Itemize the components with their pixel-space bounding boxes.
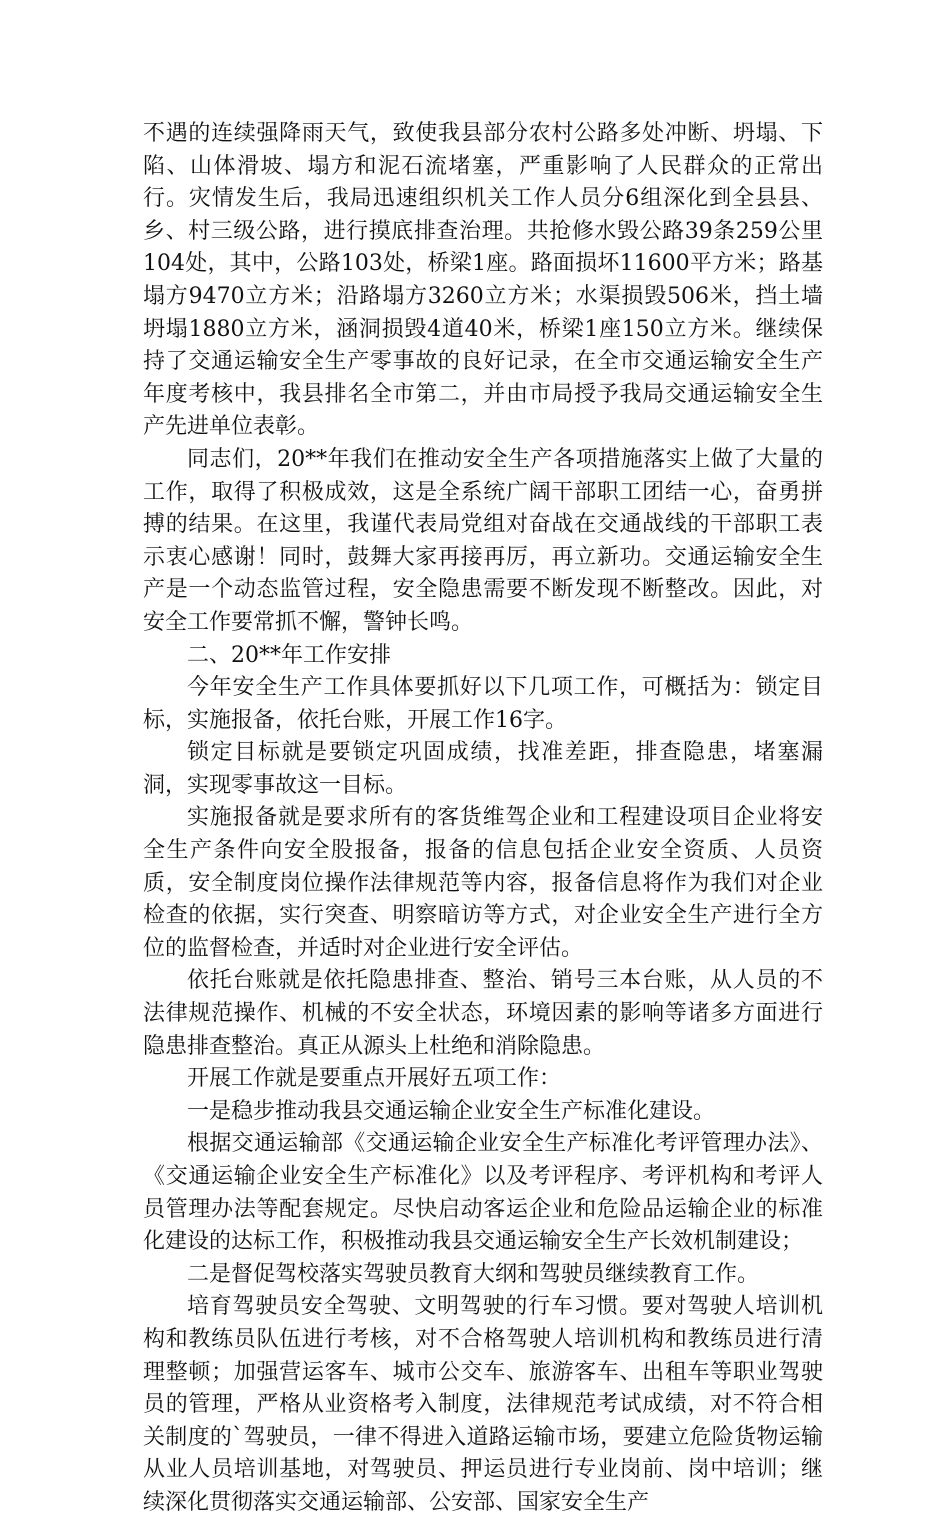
paragraph-task-two-title: 二是督促驾校落实驾驶员教育大纲和驾驶员继续教育工作。 <box>187 1261 760 1287</box>
section-heading-work-plan: 二、20**年工作安排 <box>187 642 391 668</box>
paragraph-lock-target: 锁定目标就是要锁定巩固成绩，找准差距，排查隐患，堵塞漏洞，实现零事故这一目标。 <box>143 740 823 798</box>
paragraph-five-tasks: 开展工作就是要重点开展好五项工作： <box>187 1066 562 1092</box>
paragraph-summary: 同志们，20**年我们在推动安全生产各项措施落实上做了大量的工作，取得了积极成效，这是全系统广阔干部职工团结一心，奋勇拼搏的结果。在这里，我谨代表局党组对奋战在交通战线的干部职工表示衷心感谢！同时，鼓舞大家再接再厉，再立新功。交通运输安全生产是一个动态监管过程，安全隐患需要不断发现不断整改。因此，对安全工作要常抓不懈，警钟长鸣。 <box>143 446 823 635</box>
paragraph-ledger: 依托台账就是依托隐患排查、整治、销号三本台账，从人员的不法律规范操作、机械的不安全状态，环境因素的影响等诸多方面进行隐患排查整治。真正从源头上杜绝和消除隐患。 <box>143 968 823 1059</box>
paragraph-filing: 实施报备就是要求所有的客货维驾企业和工程建设项目企业将安全生产条件向安全股报备，报备的信息包括企业安全资质、人员资质，安全制度岗位操作法律规范等内容，报备信息将作为我们对企业检查的依据，实行突查、明察暗访等方式，对企业安全生产进行全方位的监督检查，并适时对企业进行安全评估。 <box>143 805 823 961</box>
document-body <box>143 118 823 1520</box>
paragraph-task-two-body: 培育驾驶员安全驾驶、文明驾驶的行车习惯。要对驾驶人培训机构和教练员队伍进行考核，对不合格驾驶人培训机构和教练员进行清理整顿；加强营运客车、城市公交车、旅游客车、出租车等职业驾驶员的管理，严格从业资格考入制度，法律规范考试成绩，对不符合相关制度的`驾驶员，一律不得进入道路运输市场，要建立危险货物运输从业人员培训基地，对驾驶员、押运员进行专业岗前、岗中培训；继续深化贯彻落实交通运输部、公安部、国家安全生产 <box>143 1294 823 1515</box>
paragraph-overview-16-words: 今年安全生产工作具体要抓好以下几项工作，可概括为：锁定目标，实施报备，依托台账，开展工作16字。 <box>143 675 823 733</box>
paragraph-task-one-body: 根据交通运输部《交通运输企业安全生产标准化考评管理办法》、《交通运输企业安全生产标准化》以及考评程序、考评机构和考评人员管理办法等配套规定。尽快启动客运企业和危险品运输企业的标准化建设的达标工作，积极推动我县交通运输安全生产长效机制建设； <box>143 1131 823 1255</box>
paragraph-task-one-title: 一是稳步推动我县交通运输企业安全生产标准化建设。 <box>187 1098 716 1124</box>
paragraph-disaster-repair: 不遇的连续强降雨天气，致使我县部分农村公路多处冲断、坍塌、下陷、山体滑坡、塌方和泥石流堵塞，严重影响了人民群众的正常出行。灾情发生后，我局迅速组织机关工作人员分6组深化到全县县、乡、村三级公路，进行摸底排查治理。共抢修水毁公路39条259公里104处，其中，公路103处，桥梁1座。路面损坏11600平方米；路基塌方9470立方米；沿路塌方3260立方米；水渠损毁506米，挡土墙坍塌1880立方米，涵洞损毁4道40米，桥梁1座150立方米。继续保持了交通运输安全生产零事故的良好记录，在全市交通运输安全生产年度考核中，我县排名全市第二，并由市局授予我局交通运输安全生产先进单位表彰。 <box>143 121 823 440</box>
